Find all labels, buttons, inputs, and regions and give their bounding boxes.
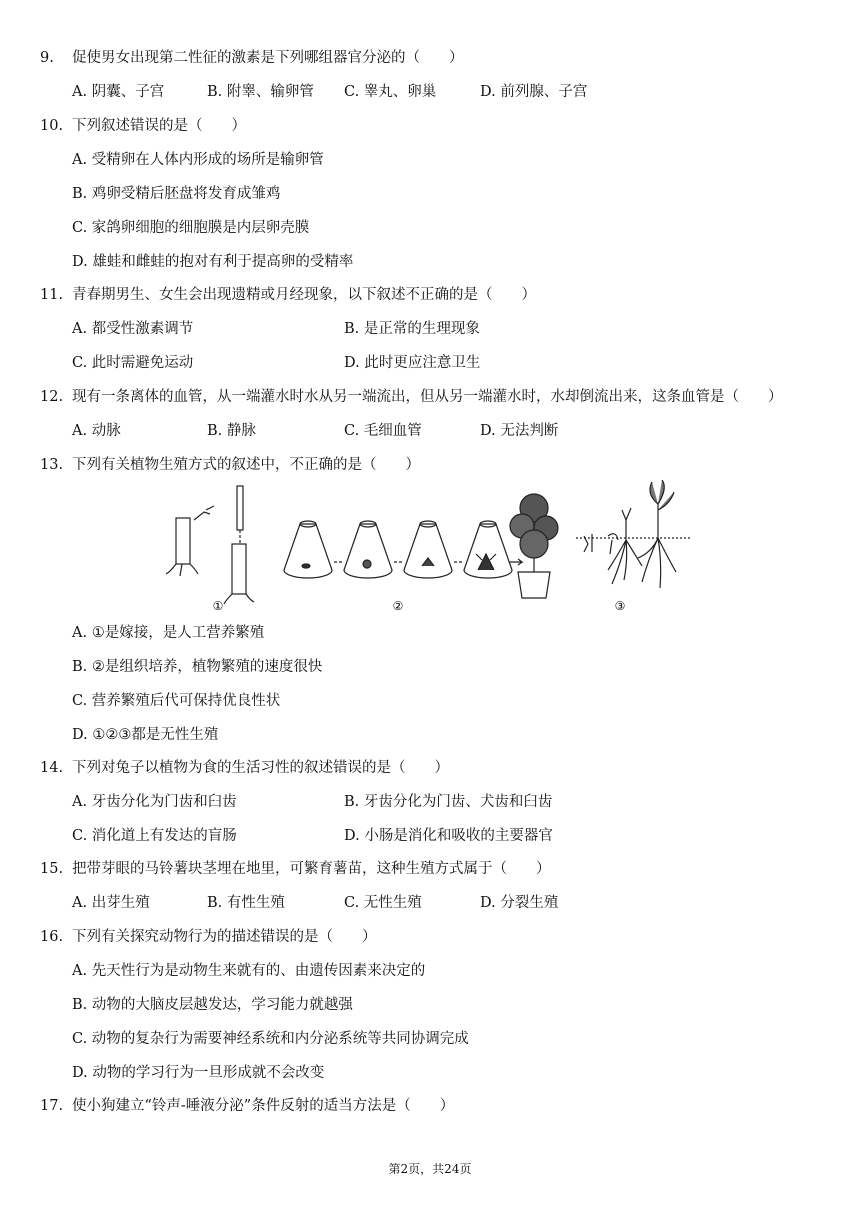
q15-option-b: B. 有性生殖 — [207, 895, 285, 911]
plant-reproduction-figure — [160, 480, 700, 618]
q12-option-c: C. 毛细血管 — [344, 423, 422, 439]
page-footer: 第2页，共24页 — [388, 1162, 472, 1176]
root-propagation-illustration — [576, 480, 692, 588]
question-11-stem: 11. 青春期男生、女生会出现遗精或月经现象，以下叙述不正确的是（ ） — [40, 287, 536, 303]
question-13-stem: 13. 下列有关植物生殖方式的叙述中，不正确的是（ ） — [40, 457, 420, 473]
q11-option-d: D. 此时更应注意卫生 — [344, 355, 481, 371]
q15-option-a: A. 出芽生殖 — [72, 895, 150, 911]
q10-option-a: A. 受精卵在人体内形成的场所是输卵管 — [72, 152, 324, 168]
figure-label-2: ② — [392, 599, 404, 613]
q16-option-c: C. 动物的复杂行为需要神经系统和内分泌系统等共同协调完成 — [72, 1031, 469, 1047]
figure-label-1: ① — [212, 599, 224, 613]
q15-option-d: D. 分裂生殖 — [480, 895, 559, 911]
q9-option-b: B. 附睾、输卵管 — [207, 84, 314, 100]
q13-option-b: B. ②是组织培养，植物繁殖的速度很快 — [72, 659, 323, 675]
tissue-culture-illustration — [284, 494, 558, 598]
q11-option-a: A. 都受性激素调节 — [72, 321, 194, 337]
q9-option-c: C. 睾丸、卵巢 — [344, 84, 437, 100]
q12-option-d: D. 无法判断 — [480, 423, 559, 439]
question-15-stem: 15. 把带芽眼的马铃薯块茎埋在地里，可繁育薯苗，这种生殖方式属于（ ） — [40, 861, 551, 877]
q14-option-c: C. 消化道上有发达的盲肠 — [72, 828, 237, 844]
figure-label-3: ③ — [614, 599, 626, 613]
grafting-illustration — [166, 486, 254, 604]
q12-option-b: B. 静脉 — [207, 423, 256, 439]
q16-option-b: B. 动物的大脑皮层越发达，学习能力就越强 — [72, 997, 353, 1013]
question-12-stem: 12. 现有一条离体的血管，从一端灌水时水从另一端流出，但从另一端灌水时，水却倒流出来，这条血管是（ ） — [40, 389, 783, 405]
q13-option-a: A. ①是嫁接，是人工营养繁殖 — [72, 625, 265, 641]
q11-option-b: B. 是正常的生理现象 — [344, 321, 480, 337]
q16-option-a: A. 先天性行为是动物生来就有的、由遗传因素来决定的 — [72, 963, 426, 979]
q13-option-d: D. ①②③都是无性生殖 — [72, 727, 219, 743]
question-14-stem: 14. 下列对兔子以植物为食的生活习性的叙述错误的是（ ） — [40, 760, 449, 776]
q11-option-c: C. 此时需避免运动 — [72, 355, 194, 371]
question-17-stem: 17. 使小狗建立“铃声-唾液分泌”条件反射的适当方法是（ ） — [40, 1098, 455, 1114]
q10-option-d: D. 雄蛙和雌蛙的抱对有利于提高卵的受精率 — [72, 254, 354, 270]
q9-option-a: A. 阴囊、子宫 — [72, 84, 165, 100]
question-10-stem: 10. 下列叙述错误的是（ ） — [40, 118, 246, 134]
q12-option-a: A. 动脉 — [72, 423, 121, 439]
q14-option-b: B. 牙齿分化为门齿、犬齿和臼齿 — [344, 794, 553, 810]
question-9-stem: 9. 促使男女出现第二性征的激素是下列哪组器官分泌的（ ） — [40, 50, 464, 66]
q16-option-d: D. 动物的学习行为一旦形成就不会改变 — [72, 1065, 325, 1081]
q14-option-d: D. 小肠是消化和吸收的主要器官 — [344, 828, 553, 844]
q15-option-c: C. 无性生殖 — [344, 895, 422, 911]
q13-option-c: C. 营养繁殖后代可保持优良性状 — [72, 693, 281, 709]
q14-option-a: A. 牙齿分化为门齿和臼齿 — [72, 794, 237, 810]
question-16-stem: 16. 下列有关探究动物行为的描述错误的是（ ） — [40, 929, 377, 945]
q10-option-c: C. 家鸽卵细胞的细胞膜是内层卵壳膜 — [72, 220, 310, 236]
q9-option-d: D. 前列腺、子宫 — [480, 84, 588, 100]
q10-option-b: B. 鸡卵受精后胚盘将发育成雏鸡 — [72, 186, 281, 202]
